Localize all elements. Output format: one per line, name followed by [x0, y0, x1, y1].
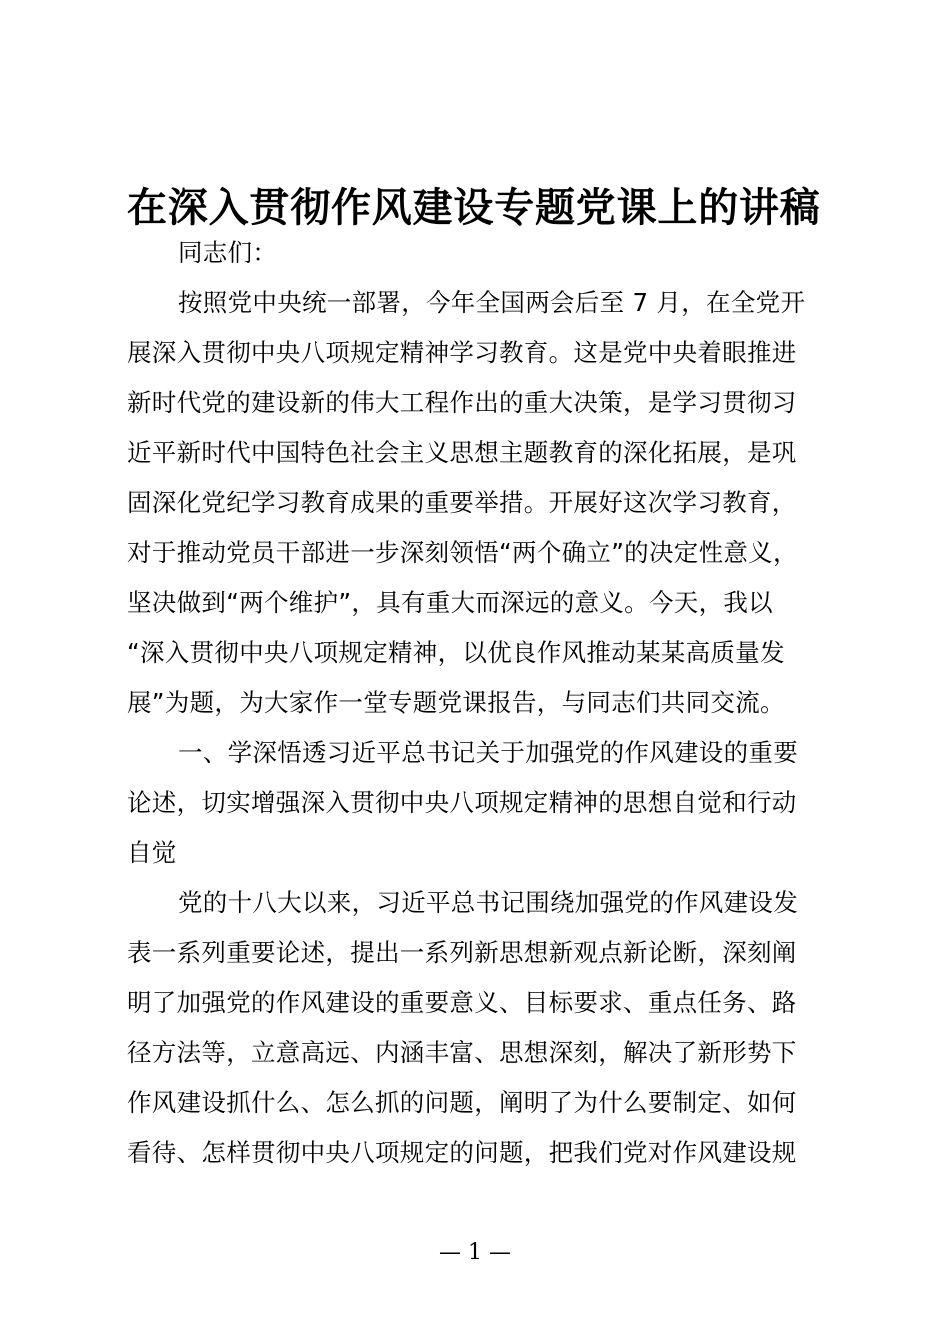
section-heading-line: 一、学深悟透习近平总书记关于加强党的作风建设的重要 — [178, 738, 798, 767]
body-line: 展深入贯彻中央八项规定精神学习教育。这是党中央着眼推进 — [127, 338, 797, 367]
body-line: 新时代党的建设新的伟大工程作出的重大决策，是学习贯彻习 — [127, 388, 797, 417]
page-number: — 1 — — [439, 1240, 511, 1265]
body-line: 作风建设抓什么、怎么抓的问题，阐明了为什么要制定、如何 — [127, 1088, 797, 1117]
body-line: 按照党中央统一部署，今年全国两会后至 7 月，在全党开 — [178, 288, 806, 317]
body-line: 固深化党纪学习教育成果的重要举措。开展好这次学习教育， — [127, 488, 797, 517]
body-line: 坚决做到“两个维护”，具有重大而深远的意义。今天，我以 — [127, 588, 773, 617]
body-line: 看待、怎样贯彻中央八项规定的问题，把我们党对作风建设规 — [127, 1138, 797, 1167]
body-line: 近平新时代中国特色社会主义思想主题教育的深化拓展，是巩 — [127, 438, 797, 467]
body-line: 明了加强党的作风建设的重要意义、目标要求、重点任务、路 — [127, 988, 797, 1017]
body-line: 展”为题，为大家作一堂专题党课报告，与同志们共同交流。 — [127, 688, 785, 717]
body-line: 表一系列重要论述，提出一系列新思想新观点新论断，深刻阐 — [127, 938, 797, 967]
body-line: “深入贯彻中央八项规定精神，以优良作风推动某某高质量发 — [127, 638, 785, 667]
body-line: 党的十八大以来，习近平总书记围绕加强党的作风建设发 — [178, 888, 798, 917]
document-title: 在深入贯彻作风建设专题党课上的讲稿 — [127, 184, 821, 231]
section-heading-line: 论述，切实增强深入贯彻中央八项规定精神的思想自觉和行动 — [127, 788, 797, 817]
salutation: 同志们： — [178, 238, 278, 267]
section-heading-line: 自觉 — [127, 838, 177, 867]
body-line: 对于推动党员干部进一步深刻领悟“两个确立”的决定性意义， — [127, 538, 798, 567]
body-line: 径方法等，立意高远、内涵丰富、思想深刻，解决了新形势下 — [127, 1038, 797, 1067]
